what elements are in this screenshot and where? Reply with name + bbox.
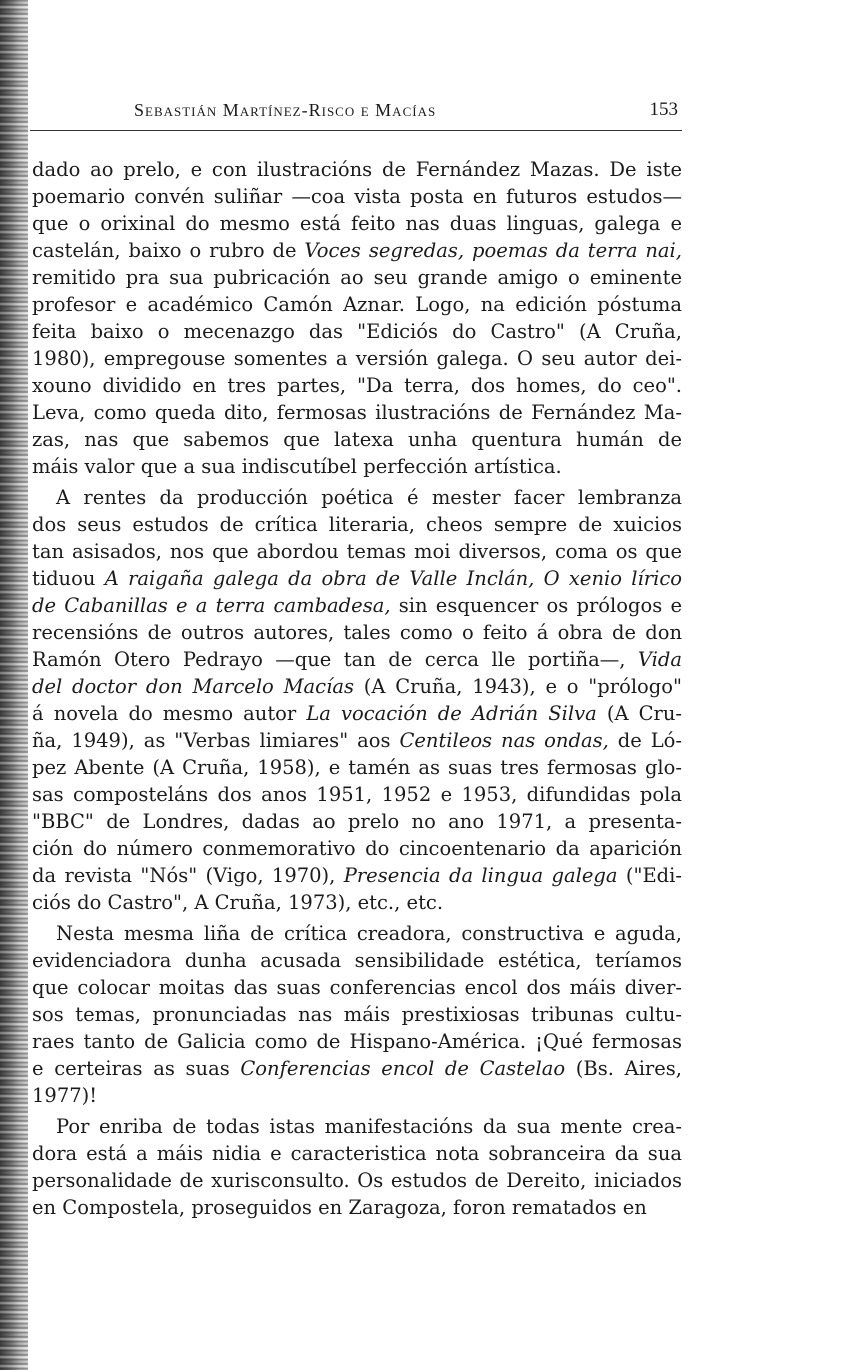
- text-line: [32, 673, 682, 700]
- running-head-title: Sebastián Martínez-Risco e Macías: [134, 100, 437, 120]
- text-run: A rentes da producción poética é mester facer lembranza: [56, 486, 682, 509]
- text-run: xouno dividido en tres partes, "Da terra, dos homes, do ceo".: [32, 374, 682, 397]
- text-line: [32, 345, 682, 372]
- text-line: [32, 565, 682, 592]
- text-line: [32, 727, 682, 754]
- text-run: remitido pra sua pubricación ao seu grande amigo o eminente: [32, 266, 682, 289]
- text-run: (A Cruña, 1943), e o "prólogo": [353, 675, 682, 698]
- italic-title: La vocación de Adrián Silva: [306, 702, 597, 725]
- text-line: [32, 619, 682, 646]
- text-run: zas, nas que sabemos que latexa unha quentura humán de: [32, 428, 682, 451]
- text-line: [32, 781, 682, 808]
- text-run: feita baixo o mecenazgo das "Ediciós do Castro" (A Cruña,: [32, 320, 682, 343]
- text-line: [32, 1082, 682, 1109]
- book-binding-edge: [0, 0, 28, 1370]
- paragraph: [32, 484, 682, 916]
- text-line: [32, 646, 682, 673]
- text-run: Nesta mesma liña de crítica creadora, constructiva e aguda,: [56, 922, 682, 945]
- text-run: Leva, como queda dito, fermosas ilustracións de Fernández Ma-: [32, 401, 682, 424]
- text-line: [32, 1055, 682, 1082]
- text-run: castelán, baixo o rubro de: [32, 239, 305, 262]
- text-run: profesor e académico Camón Aznar. Logo, na edición póstuma: [32, 293, 682, 316]
- text-run: personalidade de xurisconsulto. Os estudos de Dereito, iniciados: [32, 1169, 682, 1192]
- text-run: en Compostela, proseguidos en Zaragoza, foron rematados en: [32, 1196, 647, 1219]
- text-line: [32, 808, 682, 835]
- paragraph: [32, 156, 682, 480]
- page-number: 153: [649, 99, 678, 120]
- text-run: da revista "Nós" (Vigo, 1970),: [32, 864, 344, 887]
- text-line: [32, 372, 682, 399]
- text-run: ña, 1949), as "Verbas limiares" aos: [32, 729, 400, 752]
- text-line: [32, 920, 682, 947]
- body-text: [32, 156, 682, 1221]
- text-run: ción do número conmemorativo do cincoentenario da aparición: [32, 837, 682, 860]
- text-run: que o orixinal do mesmo está feito nas duas linguas, galega e: [32, 212, 682, 235]
- text-run: poemario convén suliñar —coa vista posta en futuros estudos—: [32, 185, 682, 208]
- text-line: [32, 511, 682, 538]
- text-run: Por enriba de todas istas manifestacións da sua mente crea-: [56, 1115, 682, 1138]
- text-run: tan asisados, nos que abordou temas moi diversos, coma os que: [32, 540, 682, 563]
- text-run: (Bs. Aires,: [565, 1057, 683, 1080]
- italic-title: A raigaña galega da obra de Valle Inclán, O xenio lírico: [104, 567, 682, 590]
- text-run: dado ao prelo, e con ilustracións de Fernández Mazas. De iste: [32, 158, 682, 181]
- text-line: [32, 754, 682, 781]
- text-line: [32, 835, 682, 862]
- text-run: (A Cru-: [596, 702, 682, 725]
- text-line: [32, 1028, 682, 1055]
- text-run: 1980), empregouse somentes a versión galega. O seu autor dei-: [32, 347, 682, 370]
- text-line: [32, 947, 682, 974]
- text-line: [32, 862, 682, 889]
- running-header: [30, 96, 682, 131]
- text-run: 1977)!: [32, 1084, 98, 1107]
- text-run: máis valor que a sua indiscutíbel perfección artística.: [32, 455, 562, 478]
- text-run: ciós do Castro", A Cruña, 1973), etc., etc.: [32, 891, 444, 914]
- text-line: [32, 974, 682, 1001]
- text-run: "BBC" de Londres, dadas ao prelo no ano 1971, a presenta-: [32, 810, 682, 833]
- text-line: [32, 183, 682, 210]
- italic-title: del doctor don Marcelo Macías: [32, 675, 354, 698]
- text-line: [32, 426, 682, 453]
- text-line: [32, 237, 682, 264]
- text-line: [32, 592, 682, 619]
- text-line: [32, 399, 682, 426]
- paragraph: [32, 920, 682, 1109]
- text-run: pez Abente (A Cruña, 1958), e tamén as suas tres fermosas glo-: [32, 756, 682, 779]
- text-run: dora está a máis nidia e caracteristica nota sobranceira da sua: [32, 1142, 682, 1165]
- text-run: Ramón Otero Pedrayo —que tan de cerca lle portiña—,: [32, 648, 638, 671]
- text-line: [32, 538, 682, 565]
- text-line: [32, 1167, 682, 1194]
- text-line: [32, 1194, 682, 1221]
- text-line: [32, 156, 682, 183]
- italic-title: Voces segredas, poemas da terra nai,: [304, 239, 682, 262]
- text-line: [32, 291, 682, 318]
- italic-title: de Cabanillas e a terra cambadesa,: [32, 594, 391, 617]
- text-line: [32, 1140, 682, 1167]
- text-line: [32, 1113, 682, 1140]
- text-line: [32, 264, 682, 291]
- italic-title: Presencia da lingua galega: [343, 864, 618, 887]
- text-line: [32, 1001, 682, 1028]
- text-run: tiduou: [32, 567, 105, 590]
- text-run: de Ló-: [608, 729, 682, 752]
- italic-title: Conferencias encol de Castelao: [240, 1057, 566, 1080]
- text-line: [32, 889, 682, 916]
- text-line: [32, 318, 682, 345]
- text-run: raes tanto de Galicia como de Hispano-América. ¡Qué fermosas: [32, 1030, 682, 1053]
- text-line: [32, 484, 682, 511]
- text-run: que colocar moitas das suas conferencias encol dos máis diver-: [32, 976, 682, 999]
- italic-title: Centileos nas ondas,: [399, 729, 609, 752]
- text-line: [32, 210, 682, 237]
- text-run: sas composteláns dos anos 1951, 1952 e 1953, difundidas pola: [32, 783, 682, 806]
- text-run: recensións de outros autores, tales como o feito á obra de don: [32, 621, 682, 644]
- text-run: sin esquencer os prólogos e: [390, 594, 682, 617]
- paragraph: [32, 1113, 682, 1221]
- text-line: [32, 453, 682, 480]
- text-run: á novela do mesmo autor: [32, 702, 307, 725]
- italic-title: Vida: [637, 648, 682, 671]
- text-run: ("Edi-: [617, 864, 682, 887]
- text-run: evidenciadora dunha acusada sensibilidade estética, teríamos: [32, 949, 682, 972]
- text-run: dos seus estudos de crítica literaria, cheos sempre de xuicios: [32, 513, 682, 536]
- text-line: [32, 700, 682, 727]
- text-run: e certeiras as suas: [32, 1057, 241, 1080]
- text-run: sos temas, pronunciadas nas máis prestixiosas tribunas cultu-: [32, 1003, 682, 1026]
